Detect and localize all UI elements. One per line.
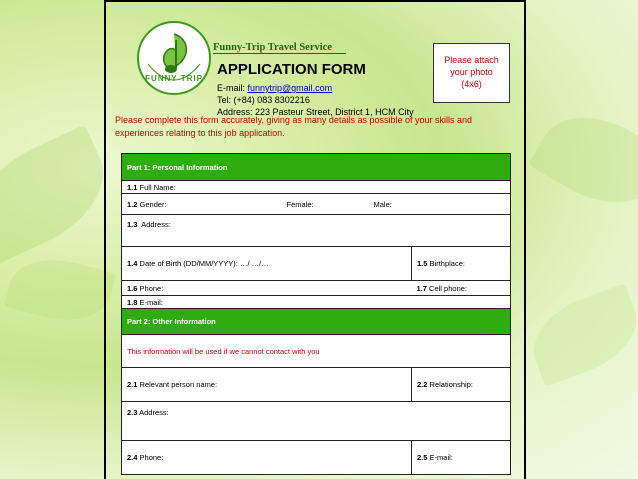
female-option[interactable]: Female: xyxy=(286,199,314,209)
background-leaf xyxy=(4,248,116,332)
birthplace-field[interactable] xyxy=(412,247,511,281)
table-row xyxy=(122,368,511,402)
field-number: 1.3 xyxy=(127,220,138,229)
field-number: 2.5 xyxy=(417,453,428,462)
field-number: 1.1 xyxy=(127,182,138,192)
field-number: 1.7 xyxy=(416,283,427,293)
field-number: 2.1 xyxy=(127,380,138,389)
field-label: Date of Birth (DD/MM/YYYY): …/ …/… xyxy=(139,259,269,268)
table-row xyxy=(122,402,511,441)
dob-field[interactable] xyxy=(122,247,412,281)
other-email-field[interactable] xyxy=(412,441,511,475)
field-label: Relationship: xyxy=(429,380,473,389)
relationship-field[interactable] xyxy=(412,368,511,402)
table-row xyxy=(122,194,511,215)
field-number: 1.8 xyxy=(127,297,138,307)
field-label: Phone: xyxy=(139,283,164,293)
table-row xyxy=(122,335,511,368)
email-field[interactable] xyxy=(122,296,511,309)
field-label: Address: xyxy=(139,408,169,417)
other-phone-field[interactable] xyxy=(122,441,412,475)
field-label: Birthplace: xyxy=(429,259,465,268)
address-field[interactable] xyxy=(122,215,511,247)
table-row xyxy=(122,441,511,475)
part2-header-row xyxy=(122,309,511,335)
field-number: 1.6 xyxy=(127,283,138,293)
field-label: Cell phone: xyxy=(429,283,467,293)
male-option[interactable]: Male: xyxy=(373,199,392,209)
field-number: 1.4 xyxy=(127,259,138,268)
other-address-field[interactable] xyxy=(122,402,511,441)
field-label: Phone: xyxy=(139,453,164,462)
photo-line: (4x6) xyxy=(461,79,482,89)
photo-placeholder[interactable] xyxy=(433,43,510,103)
table-row xyxy=(122,181,511,194)
email-label: E-mail: xyxy=(217,83,248,93)
table-row xyxy=(122,281,511,296)
table-row xyxy=(122,247,511,281)
field-label: E-mail: xyxy=(429,453,453,462)
instructions-note: Please complete this form accurately, giving as many details as possible of your skills and experiences relating to this job application. xyxy=(115,115,472,138)
company-logo xyxy=(136,20,212,96)
table-row xyxy=(122,296,511,309)
contact-address: Address: 223 Pasteur Street, District 1, HCM City xyxy=(217,107,414,117)
relevant-person-field[interactable] xyxy=(122,368,412,402)
field-label: E-mail: xyxy=(139,297,163,307)
field-label: Address: xyxy=(141,220,171,229)
field-label: Relevant person name: xyxy=(139,380,218,389)
photo-line: your photo xyxy=(450,67,493,77)
contact-tel: Tel: (+84) 083 8302216 xyxy=(217,95,310,105)
form-title: APPLICATION FORM xyxy=(217,61,366,78)
background-leaf xyxy=(521,283,638,386)
field-number: 1.2 xyxy=(127,199,138,209)
music-note-leaf-icon xyxy=(136,20,212,96)
part2-title: Part 2: Other Information xyxy=(122,309,511,335)
phone-field[interactable] xyxy=(122,281,412,296)
background-leaf xyxy=(528,95,638,224)
field-label: Gender: xyxy=(139,199,167,209)
field-number: 2.3 xyxy=(127,408,138,417)
contact-email xyxy=(217,83,332,93)
field-number: 2.4 xyxy=(127,453,138,462)
email-link[interactable]: funnytrip@gmail.com xyxy=(247,83,333,93)
cell-phone-field[interactable] xyxy=(412,281,511,296)
field-number: 2.2 xyxy=(417,380,428,389)
part2-note: This information will be used if we cannot contact with you xyxy=(122,335,511,368)
field-label: Full Name: xyxy=(139,182,176,192)
table-row xyxy=(122,215,511,247)
application-form-table xyxy=(121,153,511,475)
logo-letters: FUNNY TRIP xyxy=(145,74,203,83)
part1-header-row xyxy=(122,154,511,181)
field-number: 1.5 xyxy=(417,259,428,268)
full-name-field[interactable] xyxy=(122,181,511,194)
part1-title: Part 1: Personal Information xyxy=(122,154,511,181)
company-name: Funny-Trip Travel Service xyxy=(213,42,346,54)
gender-field[interactable] xyxy=(122,194,511,215)
photo-line: Please attach xyxy=(444,55,499,65)
